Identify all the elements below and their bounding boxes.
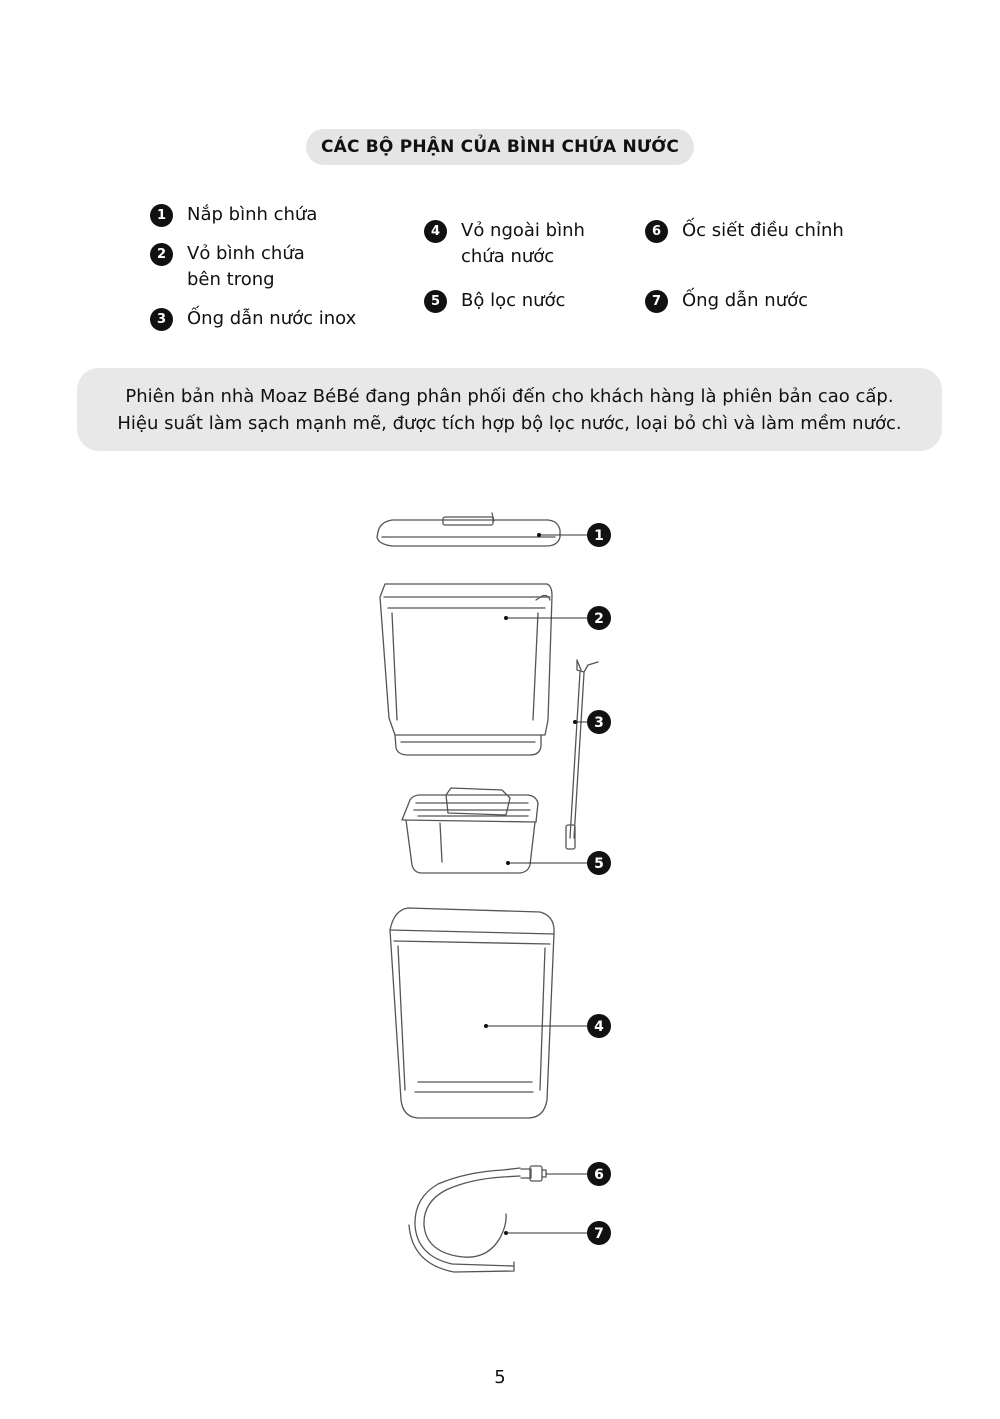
outer-shell-illustration — [390, 908, 554, 1118]
number-badge: 5 — [424, 290, 447, 313]
page-number: 5 — [494, 1367, 506, 1388]
callout-number: 6 — [594, 1167, 604, 1183]
lid-illustration — [377, 513, 560, 546]
number-badge: 3 — [150, 308, 173, 331]
callout-1 — [587, 523, 611, 547]
callout-2 — [587, 606, 611, 630]
callout-number: 1 — [594, 528, 604, 544]
number-badge: 4 — [424, 220, 447, 243]
legend-label: Nắp bình chứa — [187, 204, 318, 225]
legend-label: Ống dẫn nước inox — [187, 308, 357, 329]
number-badge: 2 — [150, 243, 173, 266]
legend-label: Vỏ ngoài bình chứa nước — [461, 220, 585, 267]
number-badge: 7 — [645, 290, 668, 313]
legend-label: Ốc siết điều chỉnh — [682, 220, 844, 241]
callout-number: 5 — [594, 856, 604, 872]
adjusting-nut-illustration — [521, 1166, 546, 1181]
note-line-2: Hiệu suất làm sạch mạnh mẽ, được tích hợp bộ lọc nước, loại bỏ chì và làm mềm nước. — [117, 412, 902, 434]
callout-number: 3 — [594, 715, 604, 731]
legend-label: Ống dẫn nước — [682, 290, 809, 311]
legend-label: Bộ lọc nước — [461, 290, 566, 311]
callout-4 — [587, 1014, 611, 1038]
callout-7 — [587, 1221, 611, 1245]
note-line-1: Phiên bản nhà Moaz BéBé đang phân phối đến cho khách hàng là phiên bản cao cấp. — [125, 385, 894, 407]
filter-illustration — [402, 788, 538, 873]
callout-3 — [587, 710, 611, 734]
number-badge: 1 — [150, 204, 173, 227]
callout-6 — [587, 1162, 611, 1186]
inner-container-illustration — [380, 584, 552, 755]
callout-number: 2 — [594, 611, 604, 627]
callout-5 — [587, 851, 611, 875]
number-badge: 6 — [645, 220, 668, 243]
legend-label: Vỏ bình chứa bên trong — [187, 243, 305, 290]
water-hose-illustration — [409, 1168, 520, 1272]
callout-number: 7 — [594, 1226, 604, 1242]
stainless-pipe-illustration — [566, 660, 598, 849]
callout-number: 4 — [594, 1019, 604, 1035]
page-title: CÁC BỘ PHẬN CỦA BÌNH CHỨA NƯỚC — [306, 129, 694, 165]
